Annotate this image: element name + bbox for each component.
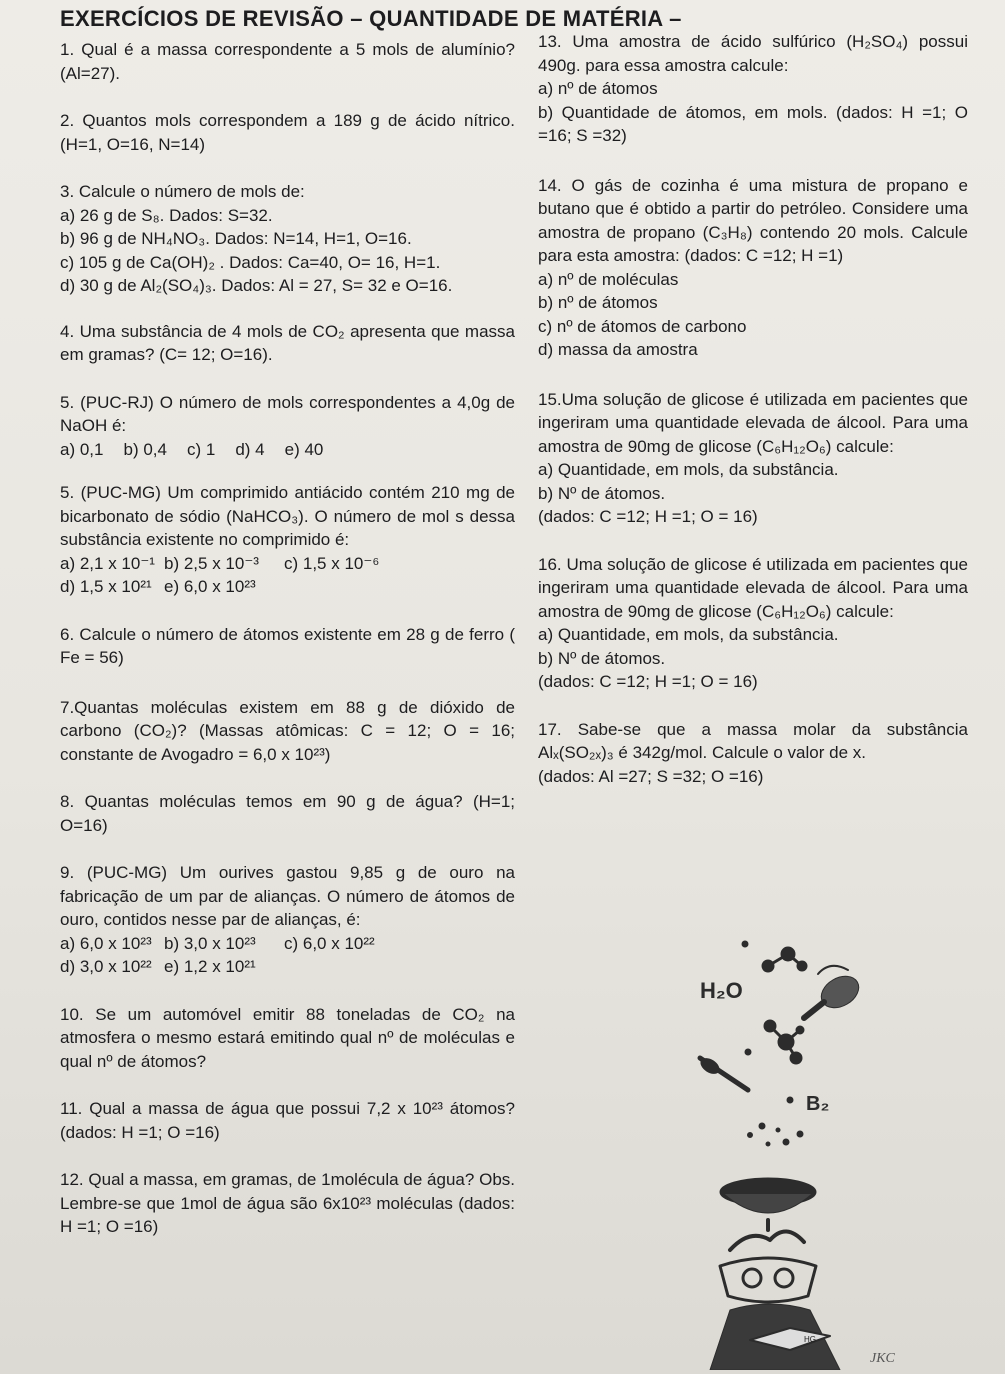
question-14-item-c: c) nº de átomos de carbono (538, 316, 747, 336)
left-column (60, 38, 515, 1239)
question-12-text: 12. Qual a massa, em gramas, de 1molécula de água? Obs. Lembre-se que 1mol de água são 6x10²³ moléculas (dados: H =1; O =16) (60, 1170, 515, 1236)
question-7-text: 7.Quantas moléculas existem em 88 g de dióxido de carbono (CO₂)? (Massas atômicas: C = 12; O = 16; constante de Avogadro = 6,0 x 10²³) (60, 697, 515, 764)
option: b) 3,0 x 10²³ (164, 933, 256, 953)
question-13 (538, 30, 968, 148)
dropper-icon (698, 1056, 748, 1090)
question-1 (60, 38, 515, 85)
question-17-stem: 17. Sabe-se que a massa molar da substância Alₓ(SO₂ₓ)₃ é 342g/mol. Calcule o valor de x. (538, 719, 968, 762)
question-8 (60, 790, 515, 837)
right-column (538, 30, 968, 813)
hg-label: HG (804, 1335, 816, 1344)
question-15-item-a: a) Quantidade, em mols, da substância. (538, 460, 839, 479)
question-14-item-d: d) massa da amostra (538, 340, 698, 359)
atom-icon (796, 1026, 804, 1034)
option: e) 6,0 x 10²³ (164, 577, 256, 596)
bubble-icon (745, 1049, 751, 1055)
question-14-stem: 14. O gás de cozinha é uma mistura de propano e butano que é obtido a partir do petróleo. Considere uma amostra de propano (C₃H₈) contendo 20 mols. Calcule para esta amostra: (dados: C =12; H =1) (538, 175, 968, 265)
atom-icon (797, 961, 807, 971)
scientist-icon (710, 1231, 840, 1370)
b2-label: B₂ (806, 1093, 830, 1115)
option: e) 40 (284, 439, 324, 459)
question-15-dados: (dados: C =12; H =1; O = 16) (538, 507, 758, 526)
question-13-item-a: a) nº de átomos (538, 79, 658, 98)
question-12 (60, 1168, 515, 1239)
page-title: EXERCÍCIOS DE REVISÃO – QUANTIDADE DE MATÉRIA – (60, 6, 682, 31)
option: c) 1,5 x 10⁻⁶ (284, 553, 380, 573)
question-3-item-a: a) 26 g de S₈. Dados: S=32. (60, 205, 273, 225)
question-17 (538, 718, 968, 789)
question-16-stem: 16. Uma solução de glicose é utilizada em pacientes que ingeriram uma quantidade elevada de álcool. Para uma amostra de 90mg de glicose (C₆H₁₂O₆) calcule: (538, 554, 968, 621)
option: e) 1,2 x 10²¹ (164, 957, 256, 976)
option: a) 6,0 x 10²³ (60, 933, 152, 953)
question-9-options (60, 932, 515, 979)
question-6-text: 6. Calcule o número de átomos existente em 28 g de ferro ( Fe = 56) (60, 624, 515, 667)
question-6 (60, 623, 515, 670)
question-10 (60, 1003, 515, 1074)
option: b) 2,5 x 10⁻³ (164, 553, 259, 573)
option: d) 3,0 x 10²² (60, 957, 152, 976)
question-16-item-b: b) Nº de átomos. (538, 648, 666, 668)
option: a) 0,1 (60, 439, 104, 459)
question-3-item-b: b) 96 g de NH₄NO₃. Dados: N=14, H=1, O=16. (60, 229, 412, 248)
question-15-item-b: b) Nº de átomos. (538, 483, 666, 503)
atom-icon (764, 1020, 776, 1032)
question-5-puc-mg (60, 481, 515, 599)
option: d) 4 (235, 439, 265, 459)
question-13-item-b: b) Quantidade de átomos, em mols. (dados: H =1; O =16; S =32) (538, 102, 968, 145)
option: d) 1,5 x 10²¹ (60, 577, 152, 596)
question-11 (60, 1097, 515, 1144)
question-5 (60, 391, 515, 462)
question-15-stem: 15.Uma solução de glicose é utilizada em pacientes que ingeriram uma quantidade elevada de álcool. Para uma amostra de 90mg de glicose (C₆H₁₂O₆) calcule: (538, 389, 968, 456)
question-9 (60, 861, 515, 979)
option: c) 1 (186, 439, 216, 459)
question-16-item-a: a) Quantidade, em mols, da substância. (538, 625, 839, 644)
question-3-stem: 3. Calcule o número de mols de: (60, 182, 305, 201)
question-17-dados: (dados: Al =27; S =32; O =16) (538, 766, 764, 786)
question-5-stem: 5. (PUC-RJ) O número de mols correspondentes a 4,0g de NaOH é: (60, 392, 515, 435)
question-16-dados: (dados: C =12; H =1; O = 16) (538, 672, 758, 691)
question-7 (60, 696, 515, 767)
bubble-icon (787, 1097, 793, 1103)
atom-icon (778, 1034, 794, 1050)
question-2 (60, 109, 515, 156)
atom-icon (781, 947, 795, 961)
question-4-text: 4. Uma substância de 4 mols de CO₂ apresenta que massa em gramas? (C= 12; O=16). (60, 321, 515, 364)
question-14-item-a: a) nº de moléculas (538, 269, 679, 289)
question-1-text: 1. Qual é a massa correspondente a 5 mols de alumínio? (Al=27). (60, 40, 515, 83)
question-14-item-b: b) nº de átomos (538, 293, 658, 312)
question-11-text: 11. Qual a massa de água que possui 7,2 x 10²³ átomos? (dados: H =1; O =16) (60, 1099, 515, 1142)
bubble-icon (742, 941, 748, 947)
artist-signature: JKC (870, 1351, 895, 1366)
question-2-text: 2. Quantos mols correspondem a 189 g de ácido nítrico. (H=1, O=16, N=14) (60, 111, 515, 154)
cauldron-icon (720, 1178, 816, 1230)
question-13-stem: 13. Uma amostra de ácido sulfúrico (H₂SO₄) possui 490g. para essa amostra calcule: (538, 32, 968, 75)
question-8-text: 8. Quantas moléculas temos em 90 g de água? (H=1; O=16) (60, 792, 515, 835)
option: c) 6,0 x 10²² (284, 933, 375, 953)
atom-icon (762, 960, 774, 972)
question-15 (538, 388, 968, 529)
question-3 (60, 180, 515, 298)
question-16 (538, 553, 968, 694)
question-4 (60, 320, 515, 367)
option: b) 0,4 (123, 439, 167, 459)
falling-particles (748, 1123, 804, 1146)
question-5-puc-mg-stem: 5. (PUC-MG) Um comprimido antiácido contém 210 mg de bicarbonato de sódio (NaHCO₃). O número de mol s dessa substância existente no comprimido é: (60, 483, 515, 549)
glasses-icon (743, 1269, 761, 1287)
chemistry-illustration (690, 930, 990, 1370)
question-3-item-c: c) 105 g de Ca(OH)₂ . Dados: Ca=40, O= 16, H=1. (60, 252, 441, 272)
question-10-text: 10. Se um automóvel emitir 88 toneladas de CO₂ na atmosfera o mesmo estará emitindo qual nº de moléculas e qual nº de átomos? (60, 1004, 515, 1071)
atom-icon (790, 1052, 802, 1064)
question-3-item-d: d) 30 g de Al₂(SO₄)₃. Dados: Al = 27, S= 32 e O=16. (60, 276, 453, 295)
question-14 (538, 174, 968, 362)
option: a) 2,1 x 10⁻¹ (60, 553, 155, 573)
h2o-label: H₂O (700, 978, 743, 1003)
flask-icon (804, 966, 864, 1018)
question-5-puc-mg-options (60, 552, 515, 599)
glasses-icon (775, 1269, 793, 1287)
question-9-stem: 9. (PUC-MG) Um ourives gastou 9,85 g de ouro na fabricação de um par de alianças. O número de átomos de ouro, contidos nesse par de alianças, é: (60, 863, 515, 929)
question-5-options (60, 438, 515, 462)
